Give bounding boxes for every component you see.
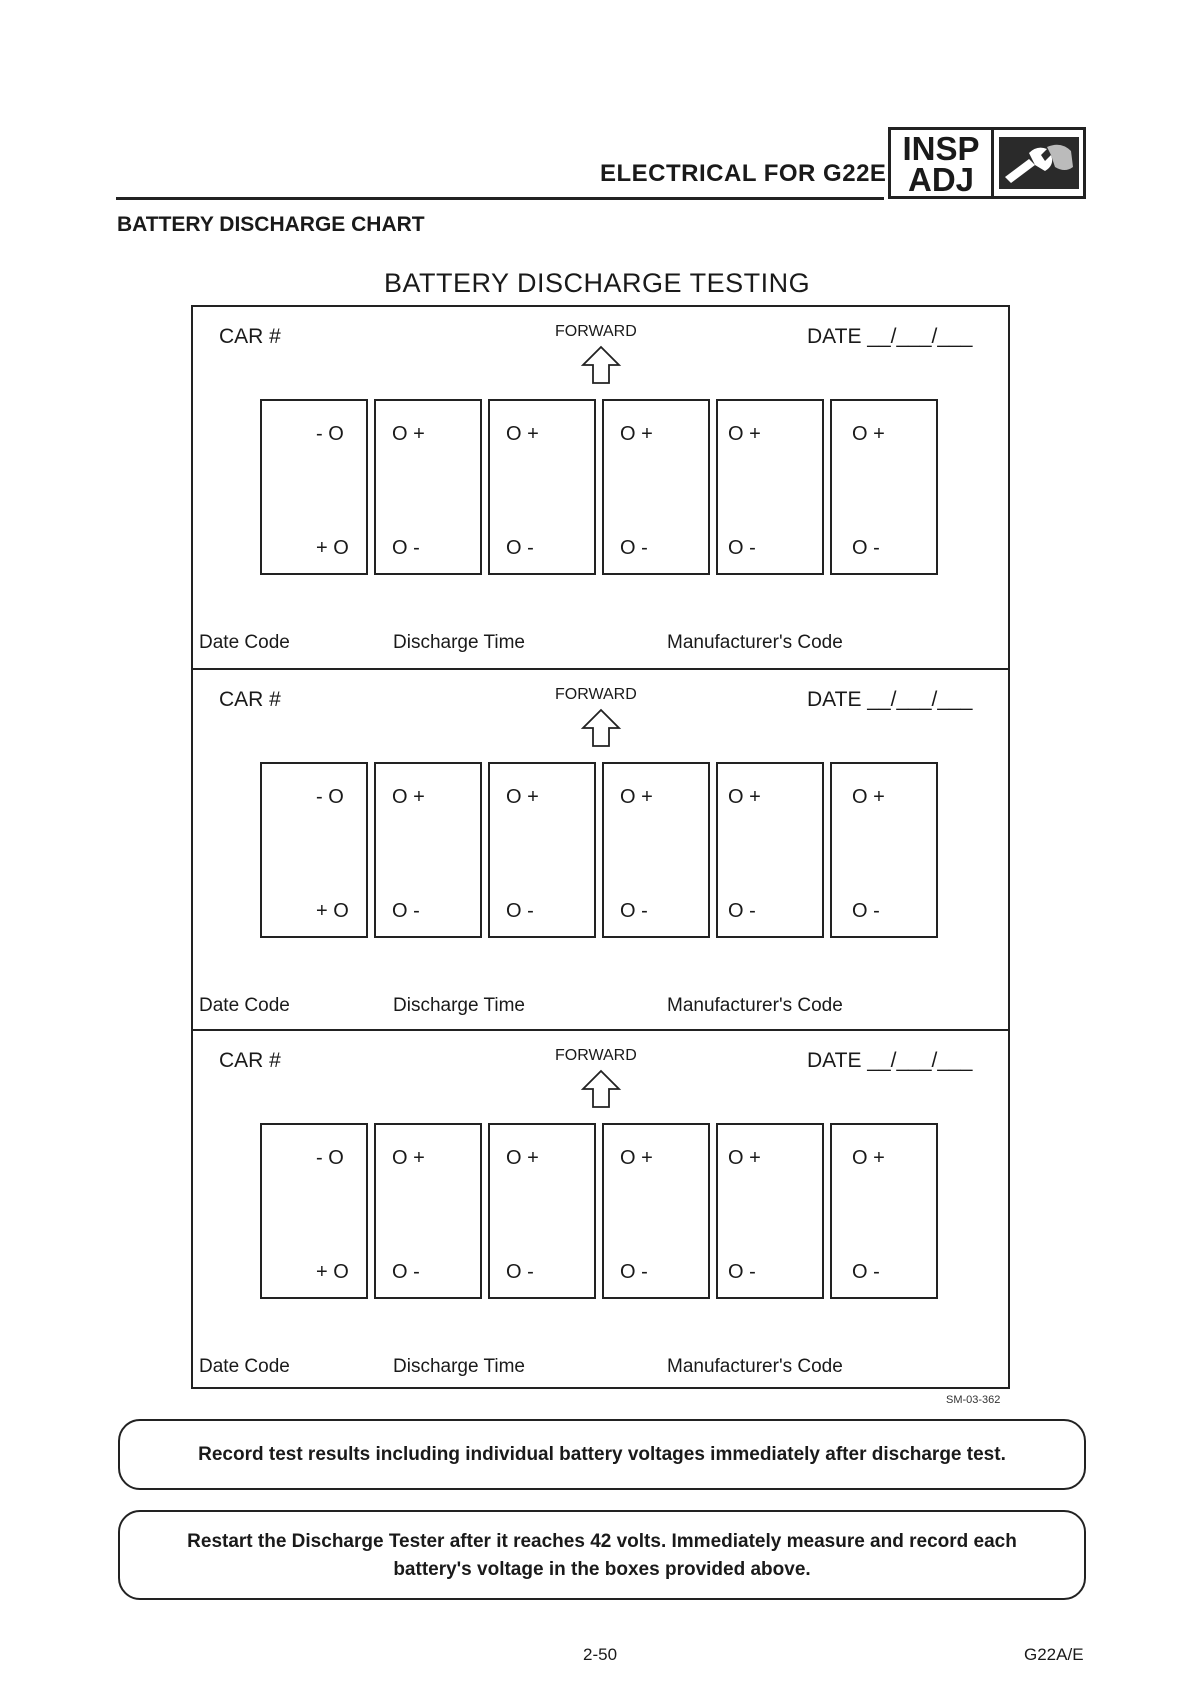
page-number: 2-50 xyxy=(583,1645,618,1664)
positive-terminal: O + xyxy=(392,1147,425,1169)
positive-terminal: + O xyxy=(316,1261,349,1283)
negative-terminal: O - xyxy=(506,900,534,922)
battery-cell xyxy=(602,399,710,575)
wrench-hand-icon xyxy=(999,137,1079,189)
negative-terminal: O - xyxy=(728,1261,756,1283)
forward-arrow-icon xyxy=(579,345,623,385)
battery-cell xyxy=(830,399,938,575)
negative-terminal: O - xyxy=(392,1261,420,1283)
date-label: DATE __/___/___ xyxy=(807,688,973,711)
manufacturer-code-label: Manufacturer's Code xyxy=(667,1356,843,1377)
positive-terminal: O + xyxy=(852,1147,885,1169)
date-code-label: Date Code xyxy=(199,632,290,653)
negative-terminal: - O xyxy=(316,786,344,808)
battery-row xyxy=(260,399,940,577)
negative-terminal: O - xyxy=(852,900,880,922)
note-text: Record test results including individual battery voltages immediately after discharge test. xyxy=(198,1444,1006,1465)
battery-row xyxy=(260,1123,940,1301)
note-text-line1: Restart the Discharge Tester after it reaches 42 volts. Immediately measure and record each xyxy=(187,1531,1017,1552)
battery-cell xyxy=(488,762,596,938)
header-rule xyxy=(116,197,884,200)
battery-cell xyxy=(374,1123,482,1299)
positive-terminal: O + xyxy=(506,1147,539,1169)
battery-cell xyxy=(260,399,368,575)
positive-terminal: O + xyxy=(620,786,653,808)
figure-id: SM-03-362 xyxy=(946,1394,1001,1406)
section-heading: BATTERY DISCHARGE CHART xyxy=(117,213,425,236)
positive-terminal: O + xyxy=(392,423,425,445)
battery-cell xyxy=(488,399,596,575)
negative-terminal: - O xyxy=(316,423,344,445)
negative-terminal: O - xyxy=(392,537,420,559)
date-label: DATE __/___/___ xyxy=(807,325,973,348)
positive-terminal: + O xyxy=(316,900,349,922)
battery-row xyxy=(260,762,940,940)
forward-label: FORWARD xyxy=(555,1047,637,1064)
positive-terminal: O + xyxy=(728,423,761,445)
battery-cell xyxy=(716,399,824,575)
battery-cell xyxy=(260,762,368,938)
negative-terminal: - O xyxy=(316,1147,344,1169)
note-record-results xyxy=(118,1419,1086,1490)
battery-cell xyxy=(374,399,482,575)
header-title: ELECTRICAL FOR G22E xyxy=(600,160,887,187)
positive-terminal: O + xyxy=(620,423,653,445)
discharge-time-label: Discharge Time xyxy=(393,1356,525,1377)
positive-terminal: O + xyxy=(728,786,761,808)
badge-line-insp: INSP xyxy=(902,130,980,167)
test-panel-2 xyxy=(193,668,1008,1031)
negative-terminal: O - xyxy=(506,1261,534,1283)
positive-terminal: O + xyxy=(852,423,885,445)
badge-text xyxy=(891,130,994,196)
discharge-time-label: Discharge Time xyxy=(393,995,525,1016)
battery-cell xyxy=(602,1123,710,1299)
negative-terminal: O - xyxy=(620,537,648,559)
positive-terminal: O + xyxy=(728,1147,761,1169)
positive-terminal: O + xyxy=(506,786,539,808)
car-number-label: CAR # xyxy=(219,688,281,711)
forward-arrow-icon xyxy=(579,1069,623,1109)
positive-terminal: O + xyxy=(852,786,885,808)
badge-line-adj: ADJ xyxy=(907,161,975,198)
battery-cell xyxy=(830,1123,938,1299)
negative-terminal: O - xyxy=(728,900,756,922)
negative-terminal: O - xyxy=(392,900,420,922)
battery-cell xyxy=(602,762,710,938)
negative-terminal: O - xyxy=(620,900,648,922)
battery-cell xyxy=(716,1123,824,1299)
discharge-time-label: Discharge Time xyxy=(393,632,525,653)
forward-label: FORWARD xyxy=(555,323,637,340)
negative-terminal: O - xyxy=(852,537,880,559)
positive-terminal: O + xyxy=(620,1147,653,1169)
battery-cell xyxy=(374,762,482,938)
negative-terminal: O - xyxy=(852,1261,880,1283)
forward-label: FORWARD xyxy=(555,686,637,703)
document-code: G22A/E xyxy=(1024,1645,1084,1664)
battery-cell xyxy=(260,1123,368,1299)
test-panel-3 xyxy=(193,1029,1008,1392)
car-number-label: CAR # xyxy=(219,325,281,348)
forward-arrow-icon xyxy=(579,708,623,748)
positive-terminal: + O xyxy=(316,537,349,559)
insp-adj-badge xyxy=(888,127,1086,199)
battery-cell xyxy=(830,762,938,938)
manufacturer-code-label: Manufacturer's Code xyxy=(667,995,843,1016)
car-number-label: CAR # xyxy=(219,1049,281,1072)
negative-terminal: O - xyxy=(506,537,534,559)
negative-terminal: O - xyxy=(620,1261,648,1283)
chart-title: BATTERY DISCHARGE TESTING xyxy=(384,268,811,298)
date-code-label: Date Code xyxy=(199,1356,290,1377)
note-text-line2: battery's voltage in the boxes provided above. xyxy=(393,1559,811,1580)
discharge-chart-frame xyxy=(191,305,1010,1389)
date-code-label: Date Code xyxy=(199,995,290,1016)
negative-terminal: O - xyxy=(728,537,756,559)
date-label: DATE __/___/___ xyxy=(807,1049,973,1072)
test-panel-1 xyxy=(193,307,1008,668)
positive-terminal: O + xyxy=(392,786,425,808)
battery-cell xyxy=(716,762,824,938)
battery-cell xyxy=(488,1123,596,1299)
positive-terminal: O + xyxy=(506,423,539,445)
note-restart-tester xyxy=(118,1510,1086,1600)
manufacturer-code-label: Manufacturer's Code xyxy=(667,632,843,653)
